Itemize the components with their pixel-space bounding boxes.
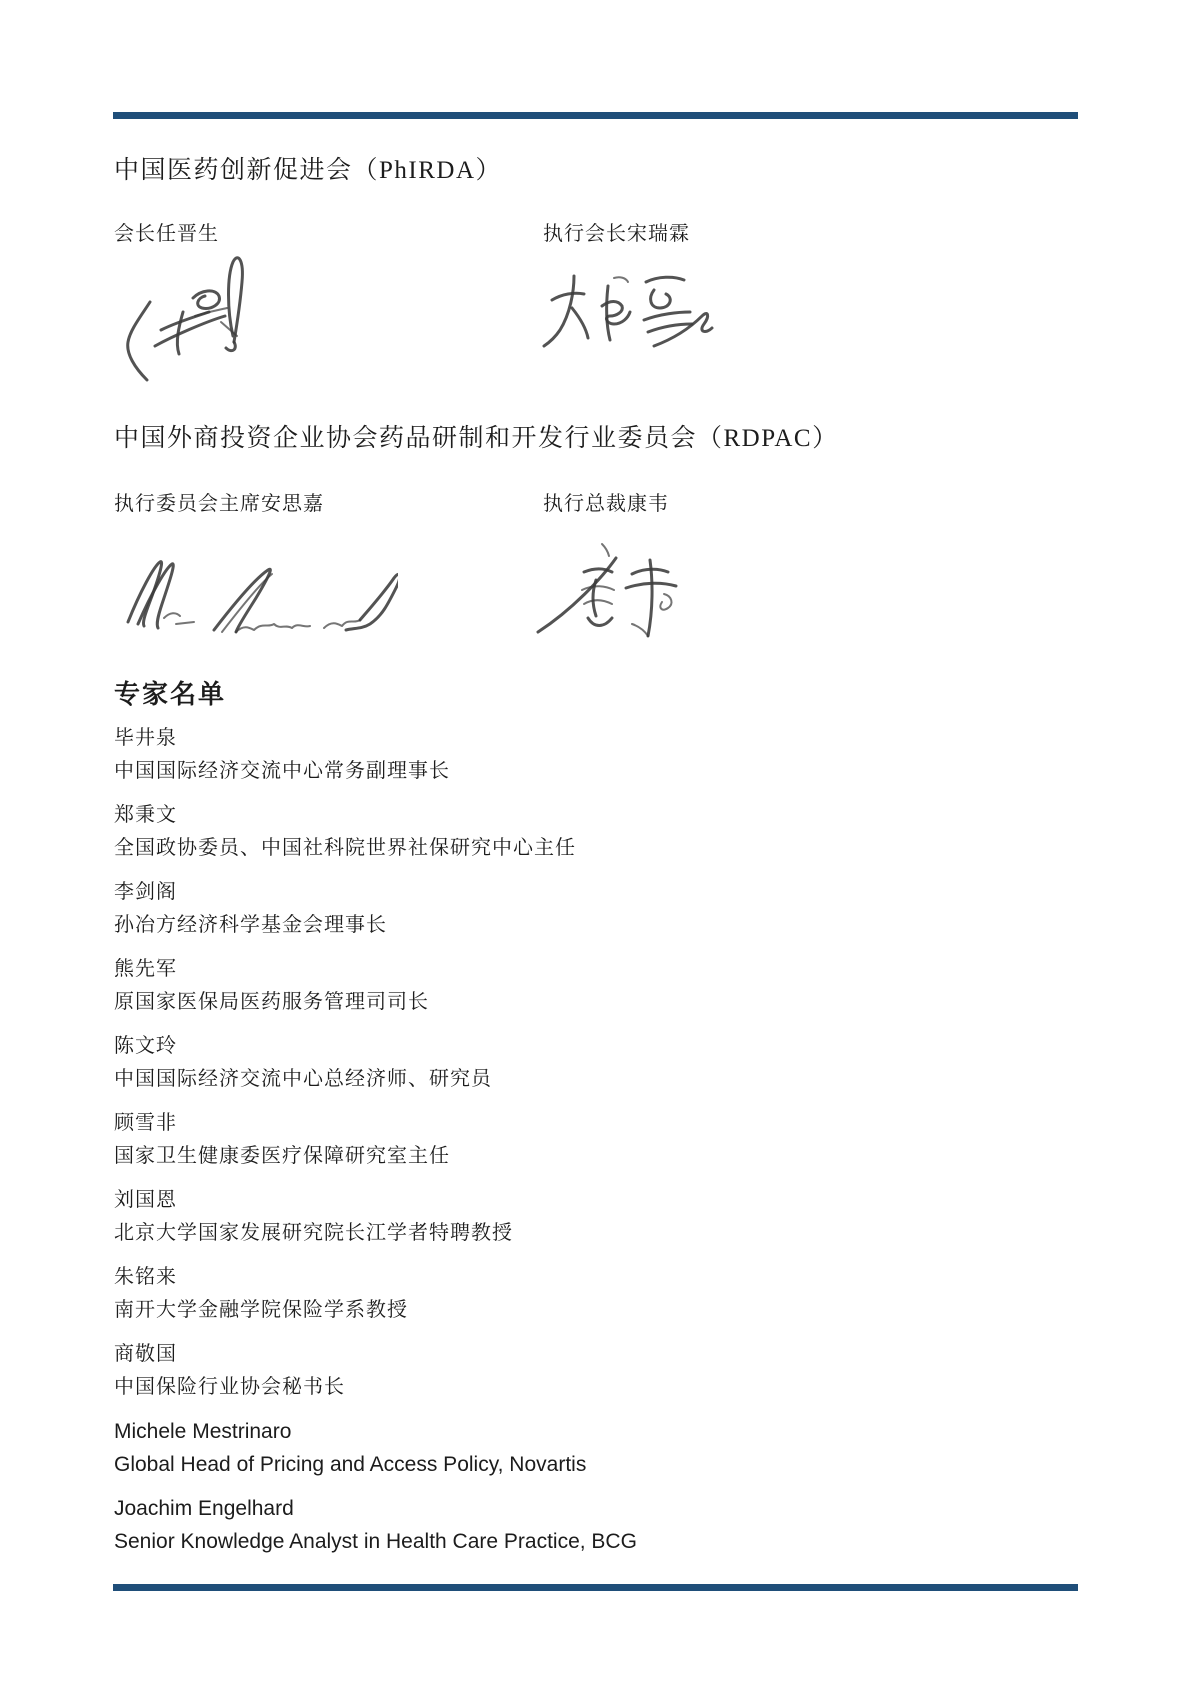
kang-wei-signature (520, 538, 700, 646)
experts-heading: 专家名单 (114, 680, 227, 709)
signer-label-song-ruilin: 执行会长宋瑞霖 (543, 223, 690, 245)
expert-title: Senior Knowledge Analyst in Health Care Practice, BCG (114, 1530, 637, 1553)
song-ruilin-signature (538, 264, 718, 359)
expert-title: 孙冶方经济科学基金会理事长 (114, 914, 387, 936)
expert-title: Global Head of Pricing and Access Policy, Novartis (114, 1453, 587, 1476)
expert-entry (114, 1415, 1074, 1481)
expert-title: 南开大学金融学院保险学系教授 (114, 1299, 408, 1321)
top-rule (113, 112, 1078, 119)
expert-name: 顾雪非 (114, 1112, 177, 1134)
expert-title: 国家卫生健康委医疗保障研究室主任 (114, 1145, 450, 1167)
expert-name: 郑秉文 (114, 804, 177, 826)
signer-label-ren-jinsheng: 会长任晋生 (114, 223, 219, 245)
expert-name: 李剑阁 (114, 881, 177, 903)
expert-entry (114, 953, 1074, 1019)
expert-name: 刘国恩 (114, 1189, 177, 1211)
expert-entry (114, 722, 1074, 788)
org-title-rdpac: 中国外商投资企业协会药品研制和开发行业委员会（RDPAC） (114, 425, 839, 452)
expert-entry (114, 876, 1074, 942)
bottom-rule (113, 1584, 1078, 1591)
ren-jinsheng-signature (105, 250, 255, 385)
expert-name: Joachim Engelhard (114, 1497, 294, 1520)
expert-name: 毕井泉 (114, 727, 177, 749)
signer-label-an-sijia: 执行委员会主席安思嘉 (114, 493, 324, 515)
expert-title: 全国政协委员、中国社科院世界社保研究中心主任 (114, 837, 576, 859)
expert-name: 熊先军 (114, 958, 177, 980)
expert-name: 商敬国 (114, 1343, 177, 1365)
expert-entry (114, 1030, 1074, 1096)
org-title-phirda: 中国医药创新促进会（PhIRDA） (114, 157, 503, 184)
expert-title: 原国家医保局医药服务管理司司长 (114, 991, 429, 1013)
expert-entry (114, 1492, 1074, 1558)
an-sijia-signature (118, 548, 398, 638)
expert-title: 中国保险行业协会秘书长 (114, 1376, 345, 1398)
expert-name: 陈文玲 (114, 1035, 177, 1057)
expert-entry (114, 1184, 1074, 1250)
expert-title: 中国国际经济交流中心常务副理事长 (114, 760, 450, 782)
expert-entry (114, 1107, 1074, 1173)
expert-entry (114, 799, 1074, 865)
experts-list (114, 722, 1074, 1569)
expert-entry (114, 1338, 1074, 1404)
expert-entry (114, 1261, 1074, 1327)
expert-title: 中国国际经济交流中心总经济师、研究员 (114, 1068, 492, 1090)
signer-label-kang-wei: 执行总裁康韦 (543, 493, 669, 515)
expert-name: 朱铭来 (114, 1266, 177, 1288)
expert-title: 北京大学国家发展研究院长江学者特聘教授 (114, 1222, 513, 1244)
expert-name: Michele Mestrinaro (114, 1420, 292, 1443)
